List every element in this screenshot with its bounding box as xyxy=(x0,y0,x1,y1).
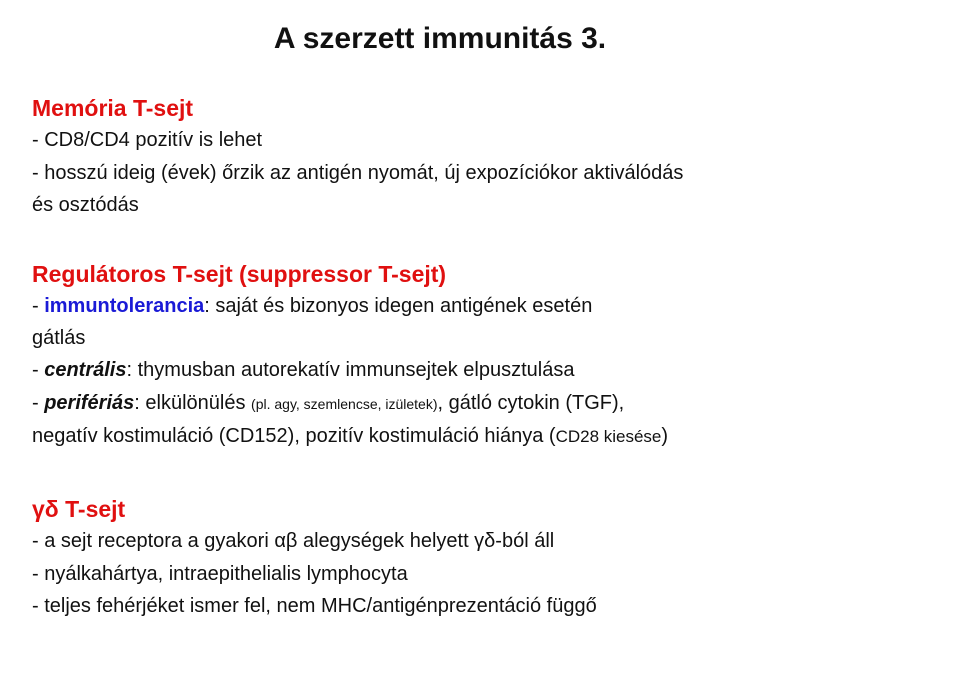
bullet-line: - hosszú ideig (évek) őrzik az antigén nyomát, új expozíciókor aktiválódás xyxy=(32,162,684,184)
keyword-perifierias: perifériás xyxy=(44,392,135,414)
keyword-immuntolerancia: immuntolerancia xyxy=(44,295,205,317)
bullet-small-text: (pl. agy, szemlencse, izületek) xyxy=(251,396,438,412)
bullet-text: , gátló cytokin (TGF), xyxy=(437,392,625,414)
bullet-text: ) xyxy=(661,425,669,447)
section-regulatory-t-cell xyxy=(32,259,932,453)
bullet-line xyxy=(32,289,932,323)
bullet-line: és osztódás xyxy=(32,194,139,216)
keyword-centralis: centrális xyxy=(44,359,127,381)
slide-title: A szerzett immunitás 3. xyxy=(273,22,607,55)
bullet-text: : thymusban autorekatív immunsejtek elpusztulása xyxy=(126,359,575,381)
bullet-text: : saját és bizonyos idegen antigének esetén xyxy=(204,295,593,317)
bullet-line: - CD8/CD4 pozitív is lehet xyxy=(32,129,263,151)
bullet-text: negatív kostimuláció (CD152), pozitív kostimuláció hiánya ( xyxy=(32,425,556,447)
bullet-prefix: - xyxy=(32,392,45,414)
bullet-line: - a sejt receptora a gyakori αβ alegységek helyett γδ-ból áll xyxy=(32,530,555,552)
bullet-line: - nyálkahártya, intraepithelialis lymphocyta xyxy=(32,563,408,585)
bullet-line: gátlás xyxy=(32,327,86,349)
bullet-prefix: - xyxy=(32,295,45,317)
bullet-line xyxy=(32,387,932,420)
bullet-line: - teljes fehérjéket ismer fel, nem MHC/antigénprezentáció függő xyxy=(32,595,597,617)
bullet-prefix: - xyxy=(32,359,45,381)
bullet-small-text: CD28 kiesése xyxy=(555,427,662,446)
section-memory-t-cell xyxy=(32,93,932,221)
section-gamma-delta-t-cell xyxy=(32,494,932,622)
bullet-text: : elkülönülés xyxy=(134,392,252,414)
bullet-line xyxy=(32,420,932,453)
bullet-line xyxy=(32,353,932,387)
section-heading: Memória T-sejt xyxy=(32,95,194,121)
section-heading: Regulátoros T-sejt (suppressor T-sejt) xyxy=(32,261,447,287)
section-heading: γδ T-sejt xyxy=(32,496,126,522)
